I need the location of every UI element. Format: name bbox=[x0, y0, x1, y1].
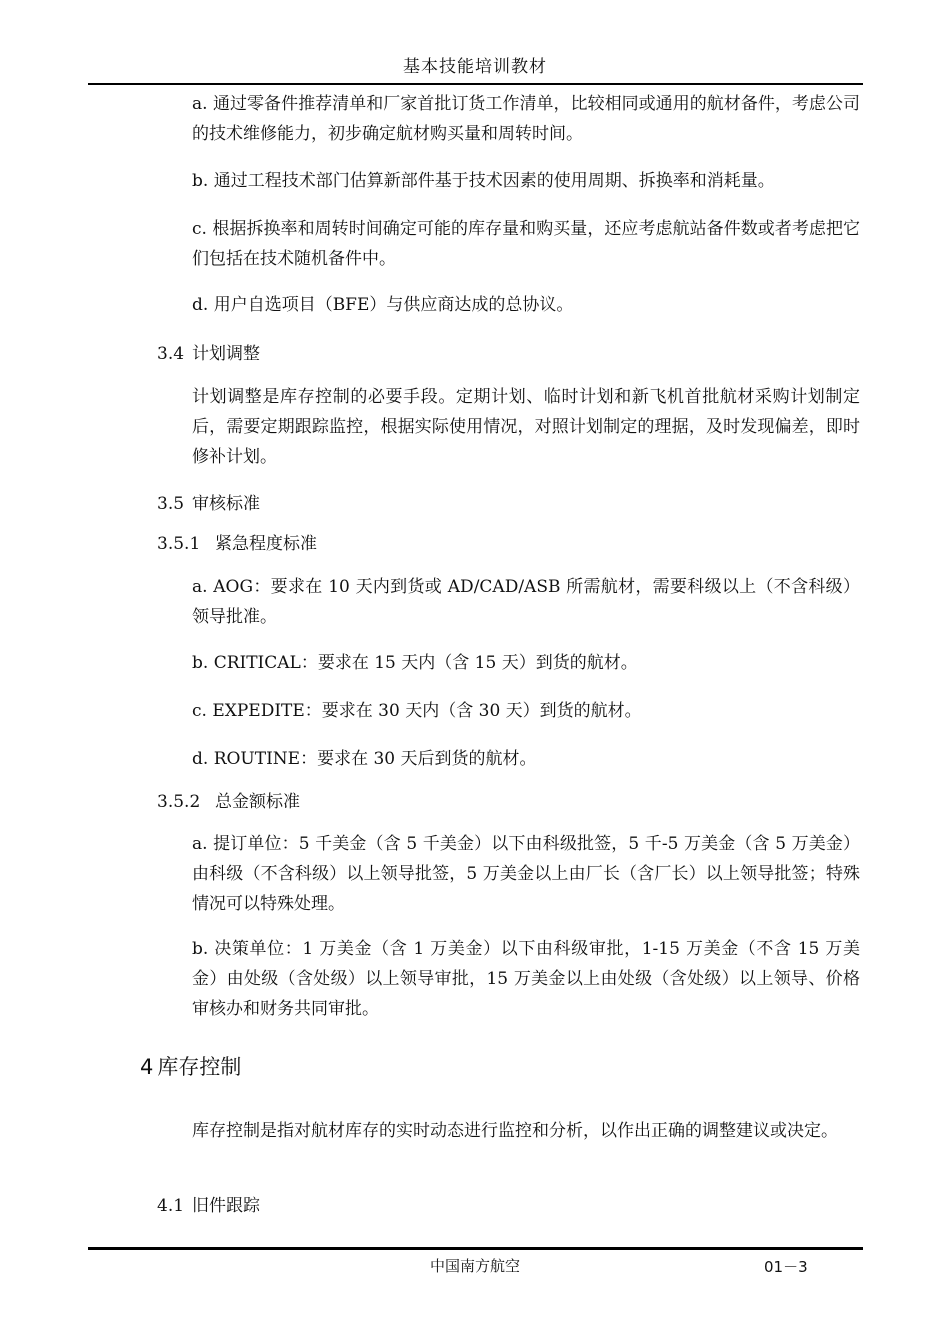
page-header-title: 基本技能培训教材 bbox=[403, 57, 547, 77]
paragraph-decision-unit-amount: b. 决策单位：1 万美金（含 1 万美金）以下由科级审批，1-15 万美金（不含 15 万美金）由处级（含处级）以上领导审批，15 万美金以上由处级（含处级）以上领导、价格审核办和财务共同审批。 bbox=[192, 939, 860, 1019]
paragraph-a-parts-list: a. 通过零备件推荐清单和厂家首批订货工作清单，比较相同或通用的航材备件，考虑公司的技术维修能力，初步确定航材购买量和周转时间。 bbox=[192, 94, 860, 144]
chapter-number: 4 bbox=[140, 1055, 154, 1079]
section-title: 紧急程度标准 bbox=[215, 534, 317, 554]
paragraph-aog: a. AOG：要求在 10 天内到货或 AD/CAD/ASB 所需航材，需要科级以上（不含科级）领导批准。 bbox=[192, 577, 860, 627]
section-number: 3.4 bbox=[157, 344, 185, 364]
footer-page-number: 01－3 bbox=[764, 1258, 808, 1276]
chapter-4-heading bbox=[140, 1052, 241, 1082]
paragraph-ordering-unit-amount: a. 提订单位：5 千美金（含 5 千美金）以下由科级批签，5 千-5 万美金（含 5 万美金）由科级（不含科级）以上领导批签，5 万美金以上由厂长（含厂长）以上领导批签；特殊情况可以特殊处理。 bbox=[192, 834, 860, 914]
paragraph-b-engineering-estimate: b. 通过工程技术部门估算新部件基于技术因素的使用周期、拆换率和消耗量。 bbox=[192, 171, 775, 191]
section-number: 3.5 bbox=[157, 494, 185, 514]
section-3-5-2-heading bbox=[157, 787, 300, 817]
section-3-4-heading bbox=[157, 339, 260, 369]
paragraph-c-inventory-quantity: c. 根据拆换率和周转时间确定可能的库存量和购买量，还应考虑航站备件数或者考虑把它们包括在技术随机备件中。 bbox=[192, 219, 860, 269]
paragraph-inventory-control: 库存控制是指对航材库存的实时动态进行监控和分析，以作出正确的调整建议或决定。 bbox=[192, 1121, 838, 1141]
section-number: 3.5.1 bbox=[157, 534, 201, 554]
section-title: 计划调整 bbox=[192, 344, 260, 364]
chapter-title: 库存控制 bbox=[157, 1055, 242, 1079]
footer-rule bbox=[88, 1247, 863, 1250]
section-title: 总金额标准 bbox=[215, 792, 300, 812]
section-4-1-heading bbox=[157, 1191, 260, 1221]
section-number: 4.1 bbox=[157, 1196, 185, 1216]
section-title: 审核标准 bbox=[192, 494, 260, 514]
section-3-5-1-heading bbox=[157, 529, 317, 559]
paragraph-critical: b. CRITICAL：要求在 15 天内（含 15 天）到货的航材。 bbox=[192, 653, 638, 673]
section-title: 旧件跟踪 bbox=[192, 1196, 260, 1216]
footer-organization: 中国南方航空 bbox=[429, 1257, 520, 1275]
paragraph-d-bfe-agreement: d. 用户自选项目（BFE）与供应商达成的总协议。 bbox=[192, 295, 574, 315]
section-3-5-heading bbox=[157, 489, 260, 519]
paragraph-plan-adjustment: 计划调整是库存控制的必要手段。定期计划、临时计划和新飞机首批航材采购计划制定后，需要定期跟踪监控，根据实际使用情况，对照计划制定的理据，及时发现偏差，即时修补计划。 bbox=[192, 387, 860, 467]
section-number: 3.5.2 bbox=[157, 792, 201, 812]
header-rule bbox=[88, 83, 863, 85]
paragraph-expedite: c. EXPEDITE：要求在 30 天内（含 30 天）到货的航材。 bbox=[192, 701, 642, 721]
paragraph-routine: d. ROUTINE：要求在 30 天后到货的航材。 bbox=[192, 749, 537, 769]
